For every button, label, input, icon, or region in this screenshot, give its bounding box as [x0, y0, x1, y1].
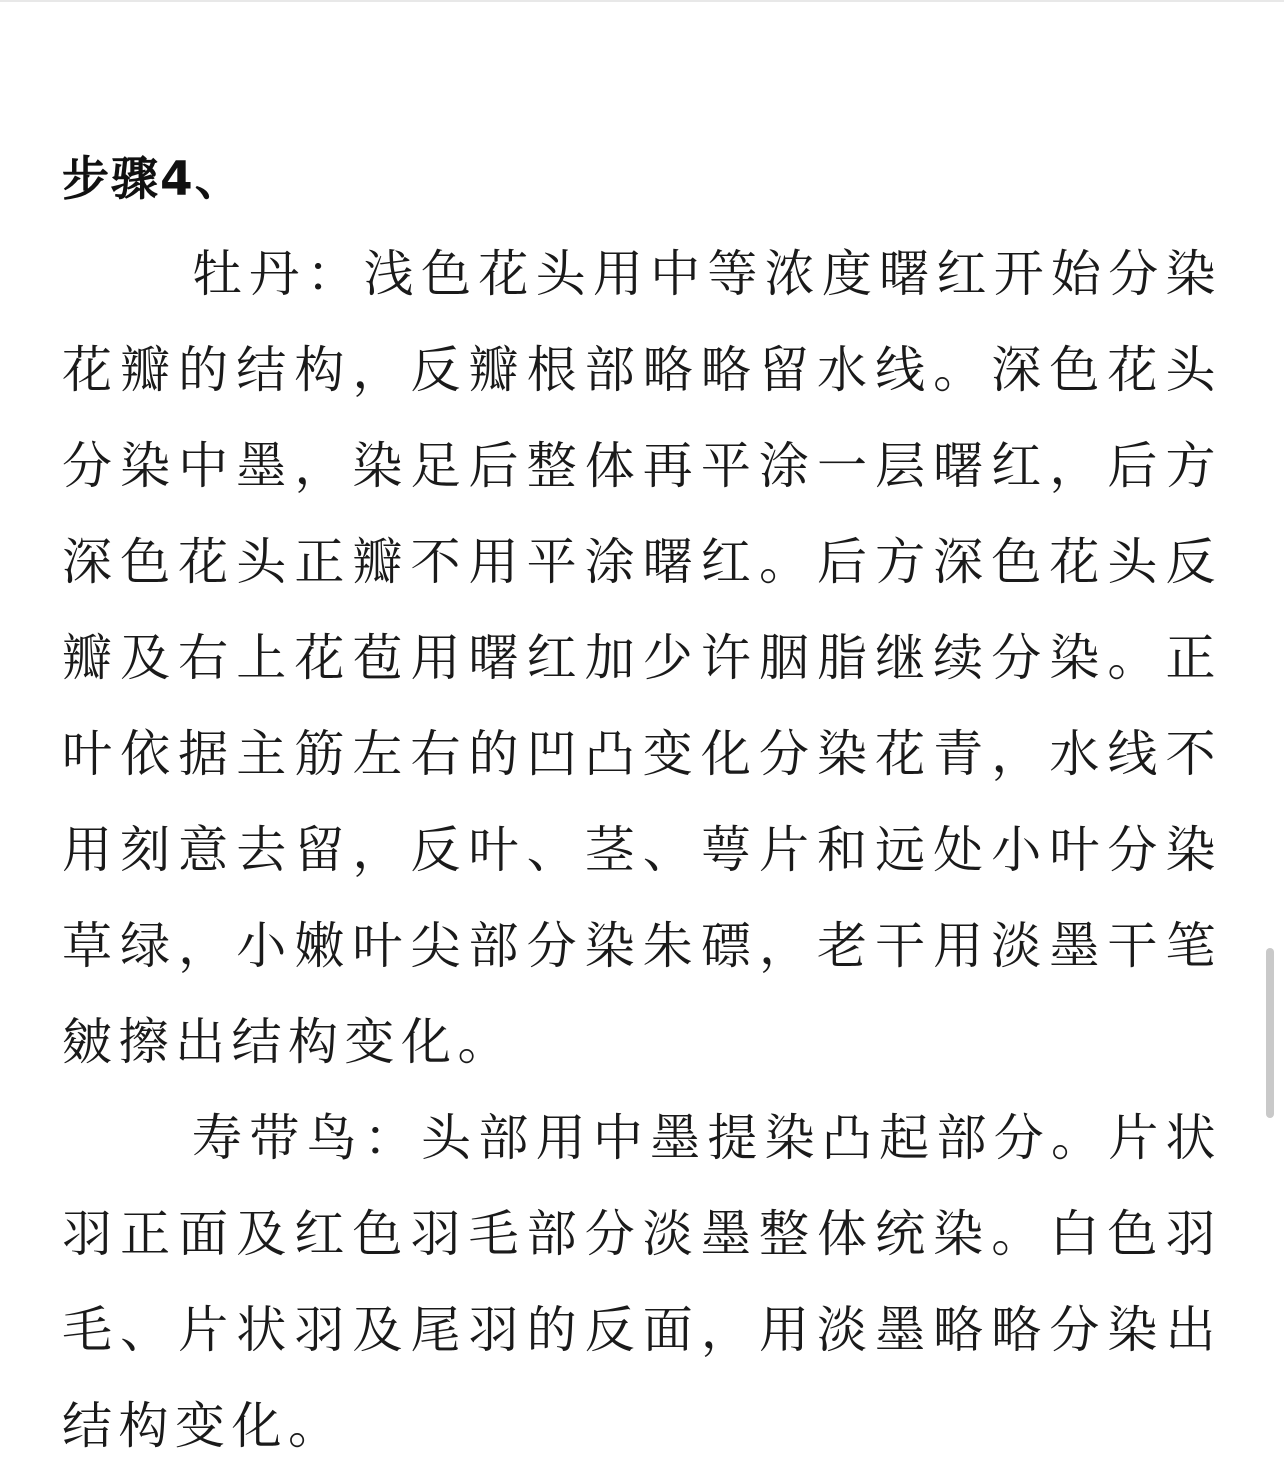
top-divider — [0, 0, 1284, 2]
step-heading: 步骤4、 — [62, 152, 244, 207]
paragraph-paradise-flycatcher: 寿带鸟：头部用中墨提染凸起部分。片状羽正面及红色羽毛部分淡墨整体统染。白色羽毛、片状羽及尾羽的反面，用淡墨略略分染出结构变化。 — [62, 1109, 1222, 1455]
article-body — [62, 150, 1222, 1474]
paragraph-peony: 牡丹：浅色花头用中等浓度曙红开始分染花瓣的结构，反瓣根部略略留水线。深色花头分染中墨，染足后整体再平涂一层曙红，后方深色花头正瓣不用平涂曙红。后方深色花头反瓣及右上花苞用曙红加少许胭脂继续分染。正叶依据主筋左右的凹凸变化分染花青，水线不用刻意去留，反叶、茎、萼片和远处小叶分染草绿，小嫩叶尖部分染朱磦，老干用淡墨干笔皴擦出结构变化。 — [62, 245, 1222, 1071]
scrollbar-thumb[interactable] — [1266, 948, 1274, 1118]
